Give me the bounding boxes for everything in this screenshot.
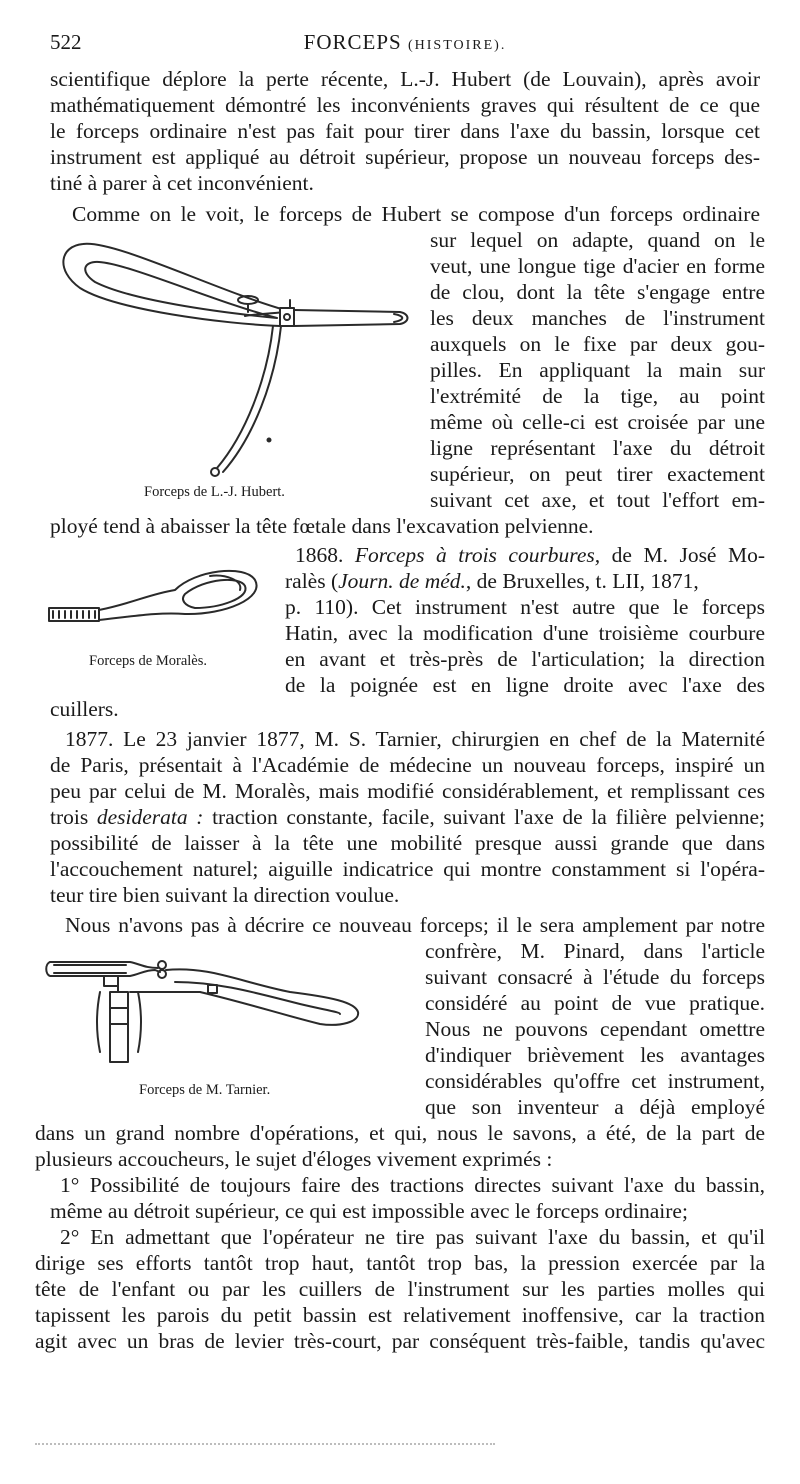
text-line: confrère, M. Pinard, dans l'article (425, 939, 765, 963)
text-line: mathématiquement démontré les inconvénients graves qui résultent de ce que (50, 93, 760, 117)
text-line: dirige ses efforts tantôt trop haut, tantôt trop bas, la pression exercée par la (35, 1251, 765, 1275)
text-span: ralès ( (285, 569, 339, 593)
text-line: Nous ne pouvons cependant omettre (425, 1017, 765, 1041)
text-line: tapissent les parois du petit bassin est relativement inoffensive, car la traction (35, 1303, 765, 1327)
text-line: 1877. Le 23 janvier 1877, M. S. Tarnier, chirurgien en chef de la Maternité (65, 727, 765, 751)
text-line: le forceps ordinaire n'est pas fait pour tirer dans l'axe du bassin, lorsque cet (50, 119, 760, 143)
text-span: trois (50, 805, 89, 829)
text-line: veut, une longue tige d'acier en forme (430, 254, 765, 278)
tarnier-forceps-illustration (40, 952, 380, 1077)
text-line (285, 568, 765, 594)
text-line: scientifique déplore la perte récente, L.-J. Hubert (de Louvain), après avoir (50, 67, 760, 91)
text-line: supérieur, on peut tirer exactement (430, 462, 765, 486)
text-line: considérables qu'offre cet instrument, (425, 1069, 765, 1093)
running-title-sub: (HISTOIRE). (407, 38, 507, 53)
text-line: agit avec un bras de levier très-court, par conséquent très-faible, tandis qu'avec (35, 1329, 765, 1353)
page-number: 522 (50, 30, 82, 54)
text-line: considéré au point de vue pratique. (425, 991, 765, 1015)
emphasis-desiderata: desiderata : (96, 805, 204, 829)
text-line: Comme on le voit, le forceps de Hubert se compose d'un forceps ordinaire (72, 202, 760, 226)
running-title-main: FORCEPS (303, 30, 402, 54)
text-line (50, 804, 765, 830)
text-line: tête de l'enfant ou par les cuillers de l'instrument sur les parties molles qui (35, 1277, 765, 1301)
figure-caption-tarnier: Forceps de M. Tarnier. (139, 1082, 271, 1098)
text-line: 1° Possibilité de toujours faire des tractions directes suivant l'axe du bassin, (60, 1173, 765, 1197)
text-line (295, 542, 765, 568)
text-line: tiné à parer à cet inconvénient. (50, 171, 314, 195)
text-line: suivant cet axe, et tout l'effort em- (430, 488, 765, 512)
text-line: même où celle-ci est croisée par une (430, 410, 765, 434)
page-bottom-rule (35, 1443, 495, 1449)
text-span: traction constante, facile, suivant l'axe de la filière pelvienne; (212, 805, 765, 829)
text-span: , de Bruxelles, t. LII, 1871, (465, 569, 699, 593)
text-line: dans un grand nombre d'opérations, et qui, nous le savons, a été, de la part de (35, 1121, 765, 1145)
text-line: Nous n'avons pas à décrire ce nouveau forceps; il le sera amplement par notre (65, 913, 765, 937)
figure-caption-morales: Forceps de Moralès. (89, 653, 207, 669)
morales-forceps-illustration (45, 560, 265, 640)
text-line: plusieurs accoucheurs, le sujet d'éloges vivement exprimés : (35, 1147, 553, 1171)
text-line: peu par celui de M. Moralès, mais modifié considérablement, et remplissant ces (50, 779, 765, 803)
text-line: sur lequel on adapte, quand on le (430, 228, 765, 252)
text-line: de Paris, présentait à l'Académie de médecine un nouveau forceps, inspiré un (50, 753, 765, 777)
text-line: pilles. En appliquant la main sur (430, 358, 765, 382)
figure-caption-hubert: Forceps de L.-J. Hubert. (144, 484, 285, 500)
text-line: teur tire bien suivant la direction voulue. (50, 883, 400, 907)
text-line: l'extrémité de la tige, au point (430, 384, 765, 408)
text-line: p. 110). Cet instrument n'est autre que le forceps (285, 595, 765, 619)
text-line: ployé tend à abaisser la tête fœtale dans l'excavation pelvienne. (50, 514, 594, 538)
text-line: 2° En admettant que l'opérateur ne tire pas suivant l'axe du bassin, et qu'il (60, 1225, 765, 1249)
text-line: d'indiquer brièvement les avantages (425, 1043, 765, 1067)
running-header (50, 30, 760, 56)
text-line: instrument est appliqué au détroit supérieur, propose un nouveau forceps des- (50, 145, 760, 169)
text-line: même au détroit supérieur, ce qui est impossible avec le forceps ordinaire; (50, 1199, 688, 1223)
hubert-forceps-illustration (55, 230, 425, 485)
text-line: en avant et très-près de l'articulation; la direction (285, 647, 765, 671)
text-line: suivant consacré à l'étude du forceps (425, 965, 765, 989)
journal-title: Journ. de méd. (338, 569, 466, 593)
text-line: auxquels on le fixe par deux gou- (430, 332, 765, 356)
text-line: possibilité de laisser à la tête une mobilité presque aussi grande que dans (50, 831, 765, 855)
text-line: l'accouchement naturel; aiguille indicatrice qui montre constamment si l'opéra- (50, 857, 765, 881)
text-line: Hatin, avec la modification d'une troisième courbure (285, 621, 765, 645)
text-line: que son inventeur a déjà employé (425, 1095, 765, 1119)
emphasis-title: Forceps à trois courbures, (354, 543, 601, 567)
text-line: ligne représentant l'axe du détroit (430, 436, 765, 460)
text-line: de clou, dont la tête s'engage entre (430, 280, 765, 304)
text-line: les deux manches de l'instrument (430, 306, 765, 330)
running-title (50, 30, 760, 55)
text-span: de M. José Mo- (611, 543, 765, 567)
text-line: cuillers. (50, 697, 119, 721)
text-line: de la poignée est en ligne droite avec l'axe des (285, 673, 765, 697)
year: 1868. (295, 543, 344, 567)
